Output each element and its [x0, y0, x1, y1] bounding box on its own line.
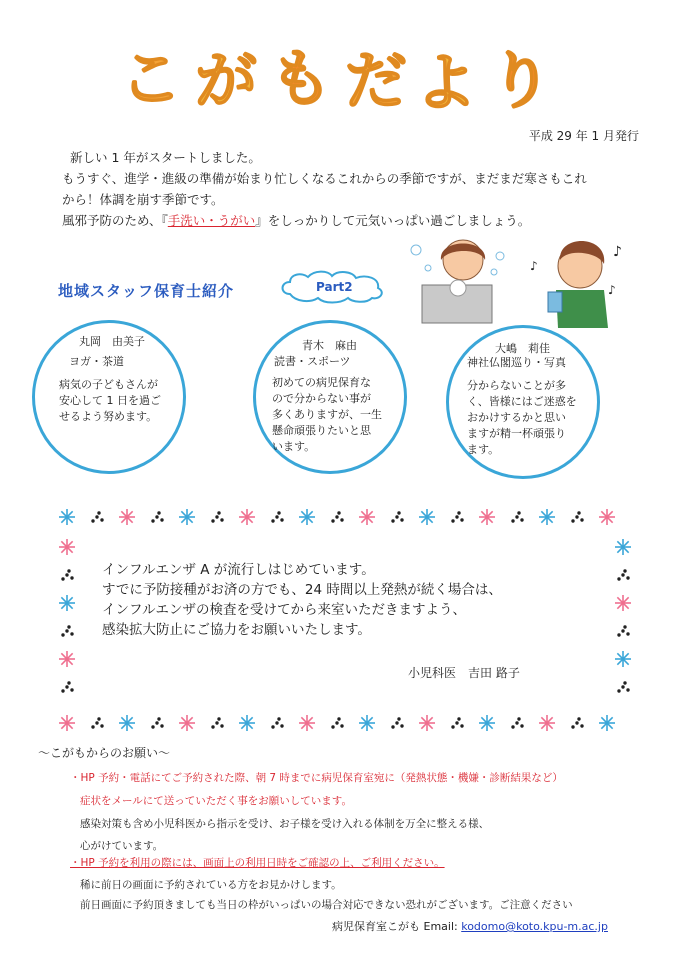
- staff-message: [59, 377, 161, 425]
- dot-cluster-icon: [617, 569, 629, 580]
- dot-cluster-icon: [61, 625, 73, 636]
- dot-cluster-icon: [151, 511, 163, 522]
- request-1-line-2: 症状をメールにて送っていただく事をお願いしています。: [80, 795, 352, 807]
- title-char-5: よ: [415, 46, 478, 119]
- notice-line: インフルエンザ A が流行しはじめています。: [102, 562, 375, 578]
- snowflake-icon: [59, 539, 75, 555]
- bullet: ・: [70, 772, 81, 784]
- request-3-line-1: [70, 855, 445, 870]
- message-line: います。: [272, 440, 316, 453]
- part-label: Part2: [316, 280, 353, 294]
- dot-cluster-icon: [61, 569, 73, 580]
- staff-card-2: [253, 320, 407, 474]
- notice-line: すでに予防接種がお済の方でも、24 時間以上発熱が続く場合は、: [102, 582, 502, 598]
- message-line: 分からないことが多: [467, 379, 566, 392]
- intro-line-4-pre: 風邪予防のため、『: [62, 213, 168, 228]
- message-line: 懸命頑張りたいと思: [272, 424, 371, 437]
- title-char-2: が: [195, 44, 258, 117]
- handwashing-girl-icon: [411, 240, 504, 323]
- message-line: ので分からない事が: [272, 392, 371, 405]
- snowflake-icon: [479, 509, 495, 525]
- staff-message: [467, 378, 577, 458]
- request-text: HP 予約・電話にてご予約された際、朝 7 時までに病児保育室宛に（発熱状態・機嫌・診断結果など）: [80, 772, 563, 784]
- intro-line-2: もうすぐ、進学・進級の準備が始まり忙しくなるこれからの季節ですが、まだまだ寒さもこれ: [62, 171, 587, 186]
- title-char-1: こ: [120, 42, 183, 115]
- svg-text:♪: ♪: [613, 244, 622, 260]
- bullet: ・: [70, 857, 81, 869]
- snowflake-icon: [59, 715, 75, 731]
- dot-cluster-icon: [211, 717, 223, 728]
- request-3-line-3: 前日画面に予約頂きましても当日の枠がいっぱいの場合対応できない恐れがございます。ご注意ください: [80, 899, 573, 911]
- intro-line-1: 新しい 1 年がスタートしました。: [70, 150, 261, 165]
- request-3-line-2: 稀に前日の画面に予約されている方をお見かけします。: [80, 879, 342, 891]
- handwash-emphasis: 手洗い・うがい: [167, 213, 256, 228]
- staff-name: 丸岡 由美子: [79, 335, 145, 348]
- message-line: ますが精一杯頑張り: [467, 427, 566, 440]
- snowflake-icon: [239, 715, 255, 731]
- message-line: ます。: [467, 443, 500, 456]
- snowflake-icon: [599, 715, 615, 731]
- kids-handwashing-gargling-illustration: [408, 230, 648, 330]
- snowflake-icon: [615, 651, 631, 667]
- dot-cluster-icon: [91, 717, 103, 728]
- staff-section-title: 地域スタッフ保育士紹介: [58, 282, 235, 300]
- dot-cluster-icon: [511, 717, 523, 728]
- snowflake-icon: [239, 509, 255, 525]
- snowflake-icon: [419, 509, 435, 525]
- dot-cluster-icon: [331, 717, 343, 728]
- title-char-3: も: [270, 42, 333, 115]
- message-line: おかけするかと思い: [467, 411, 566, 424]
- snowflake-icon: [59, 651, 75, 667]
- dot-cluster-icon: [271, 717, 283, 728]
- dot-cluster-icon: [151, 717, 163, 728]
- snowflake-icon: [479, 715, 495, 731]
- message-line: 初めての病児保育な: [272, 376, 371, 389]
- snowflake-icon: [179, 509, 195, 525]
- intro-line-3: から！体調を崩す季節です。: [62, 192, 224, 207]
- contact-label: 病児保育室こがも Email:: [332, 920, 462, 933]
- snowflake-icon: [539, 715, 555, 731]
- snowflake-icon: [59, 509, 75, 525]
- message-line: 多くありますが、一生: [272, 408, 382, 421]
- snowflake-icon: [419, 715, 435, 731]
- contact-footer: [332, 918, 608, 934]
- snowflake-icon: [359, 509, 375, 525]
- dot-cluster-icon: [391, 717, 403, 728]
- snowflake-icon: [59, 595, 75, 611]
- dot-cluster-icon: [211, 511, 223, 522]
- staff-card-3: [446, 325, 600, 479]
- staff-message: [272, 375, 382, 455]
- svg-text:♪: ♪: [608, 283, 616, 297]
- request-1-line-1: [70, 770, 563, 785]
- doctor-signature: 小児科医 吉田 路子: [408, 666, 520, 680]
- dot-cluster-icon: [617, 681, 629, 692]
- staff-hobby: 神社仏閣巡り・写真: [467, 356, 566, 369]
- influenza-notice: [102, 560, 502, 640]
- snowflake-icon: [299, 509, 315, 525]
- issue-date: 平成 29 年 1 月発行: [528, 129, 639, 143]
- part-cloud-badge: [276, 268, 388, 304]
- intro-text: [62, 147, 662, 231]
- message-line: せるよう努めます。: [59, 410, 158, 423]
- staff-hobby: ヨガ・茶道: [69, 355, 124, 368]
- email-link[interactable]: kodomo@koto.kpu-m.ac.jp: [461, 920, 608, 933]
- title-char-6: り: [490, 44, 553, 117]
- requests-heading: ～こがもからのお願い～: [38, 746, 171, 760]
- request-2-line-2: 心がけています。: [80, 840, 164, 852]
- staff-name: 青木 麻由: [302, 339, 357, 352]
- intro-line-4: [62, 210, 662, 231]
- intro-line-4-post: 』をしっかりして元気いっぱい過ごしましょう。: [255, 213, 531, 228]
- notice-line: インフルエンザの検査を受けてから来室いただきますよう、: [102, 602, 466, 618]
- title-char-4: だ: [345, 44, 408, 117]
- gargling-boy-icon: [530, 241, 622, 328]
- staff-name: 大嶋 莉佳: [495, 342, 550, 355]
- dot-cluster-icon: [61, 681, 73, 692]
- dot-cluster-icon: [571, 717, 583, 728]
- snowflake-icon: [359, 715, 375, 731]
- message-line: 安心して 1 日を過ご: [59, 394, 161, 407]
- newsletter-title: [0, 30, 687, 120]
- snowflake-icon: [179, 715, 195, 731]
- dot-cluster-icon: [451, 717, 463, 728]
- message-line: 病気の子どもさんが: [59, 378, 158, 391]
- dot-cluster-icon: [617, 625, 629, 636]
- dot-cluster-icon: [571, 511, 583, 522]
- message-line: く、皆様にはご迷惑を: [467, 395, 577, 408]
- staff-card-1: [32, 320, 186, 474]
- dot-cluster-icon: [331, 511, 343, 522]
- staff-hobby: 読書・スポーツ: [274, 355, 351, 368]
- snowflake-icon: [299, 715, 315, 731]
- dot-cluster-icon: [391, 511, 403, 522]
- request-text: HP 予約を利用の際には、画面上の利用日時をご確認の上、ご利用ください。: [80, 857, 445, 869]
- snowflake-icon: [599, 509, 615, 525]
- snowflake-icon: [119, 509, 135, 525]
- snowflake-icon: [615, 595, 631, 611]
- snowflake-icon: [539, 509, 555, 525]
- notice-line: 感染拡大防止にご協力をお願いいたします。: [102, 622, 371, 638]
- request-2-line-1: 感染対策も含め小児科医から指示を受け、お子様を受け入れる体制を万全に整える様、: [80, 818, 490, 830]
- dot-cluster-icon: [91, 511, 103, 522]
- snowflake-icon: [615, 539, 631, 555]
- dot-cluster-icon: [451, 511, 463, 522]
- svg-text:♪: ♪: [530, 259, 538, 273]
- dot-cluster-icon: [511, 511, 523, 522]
- snowflake-icon: [119, 715, 135, 731]
- dot-cluster-icon: [271, 511, 283, 522]
